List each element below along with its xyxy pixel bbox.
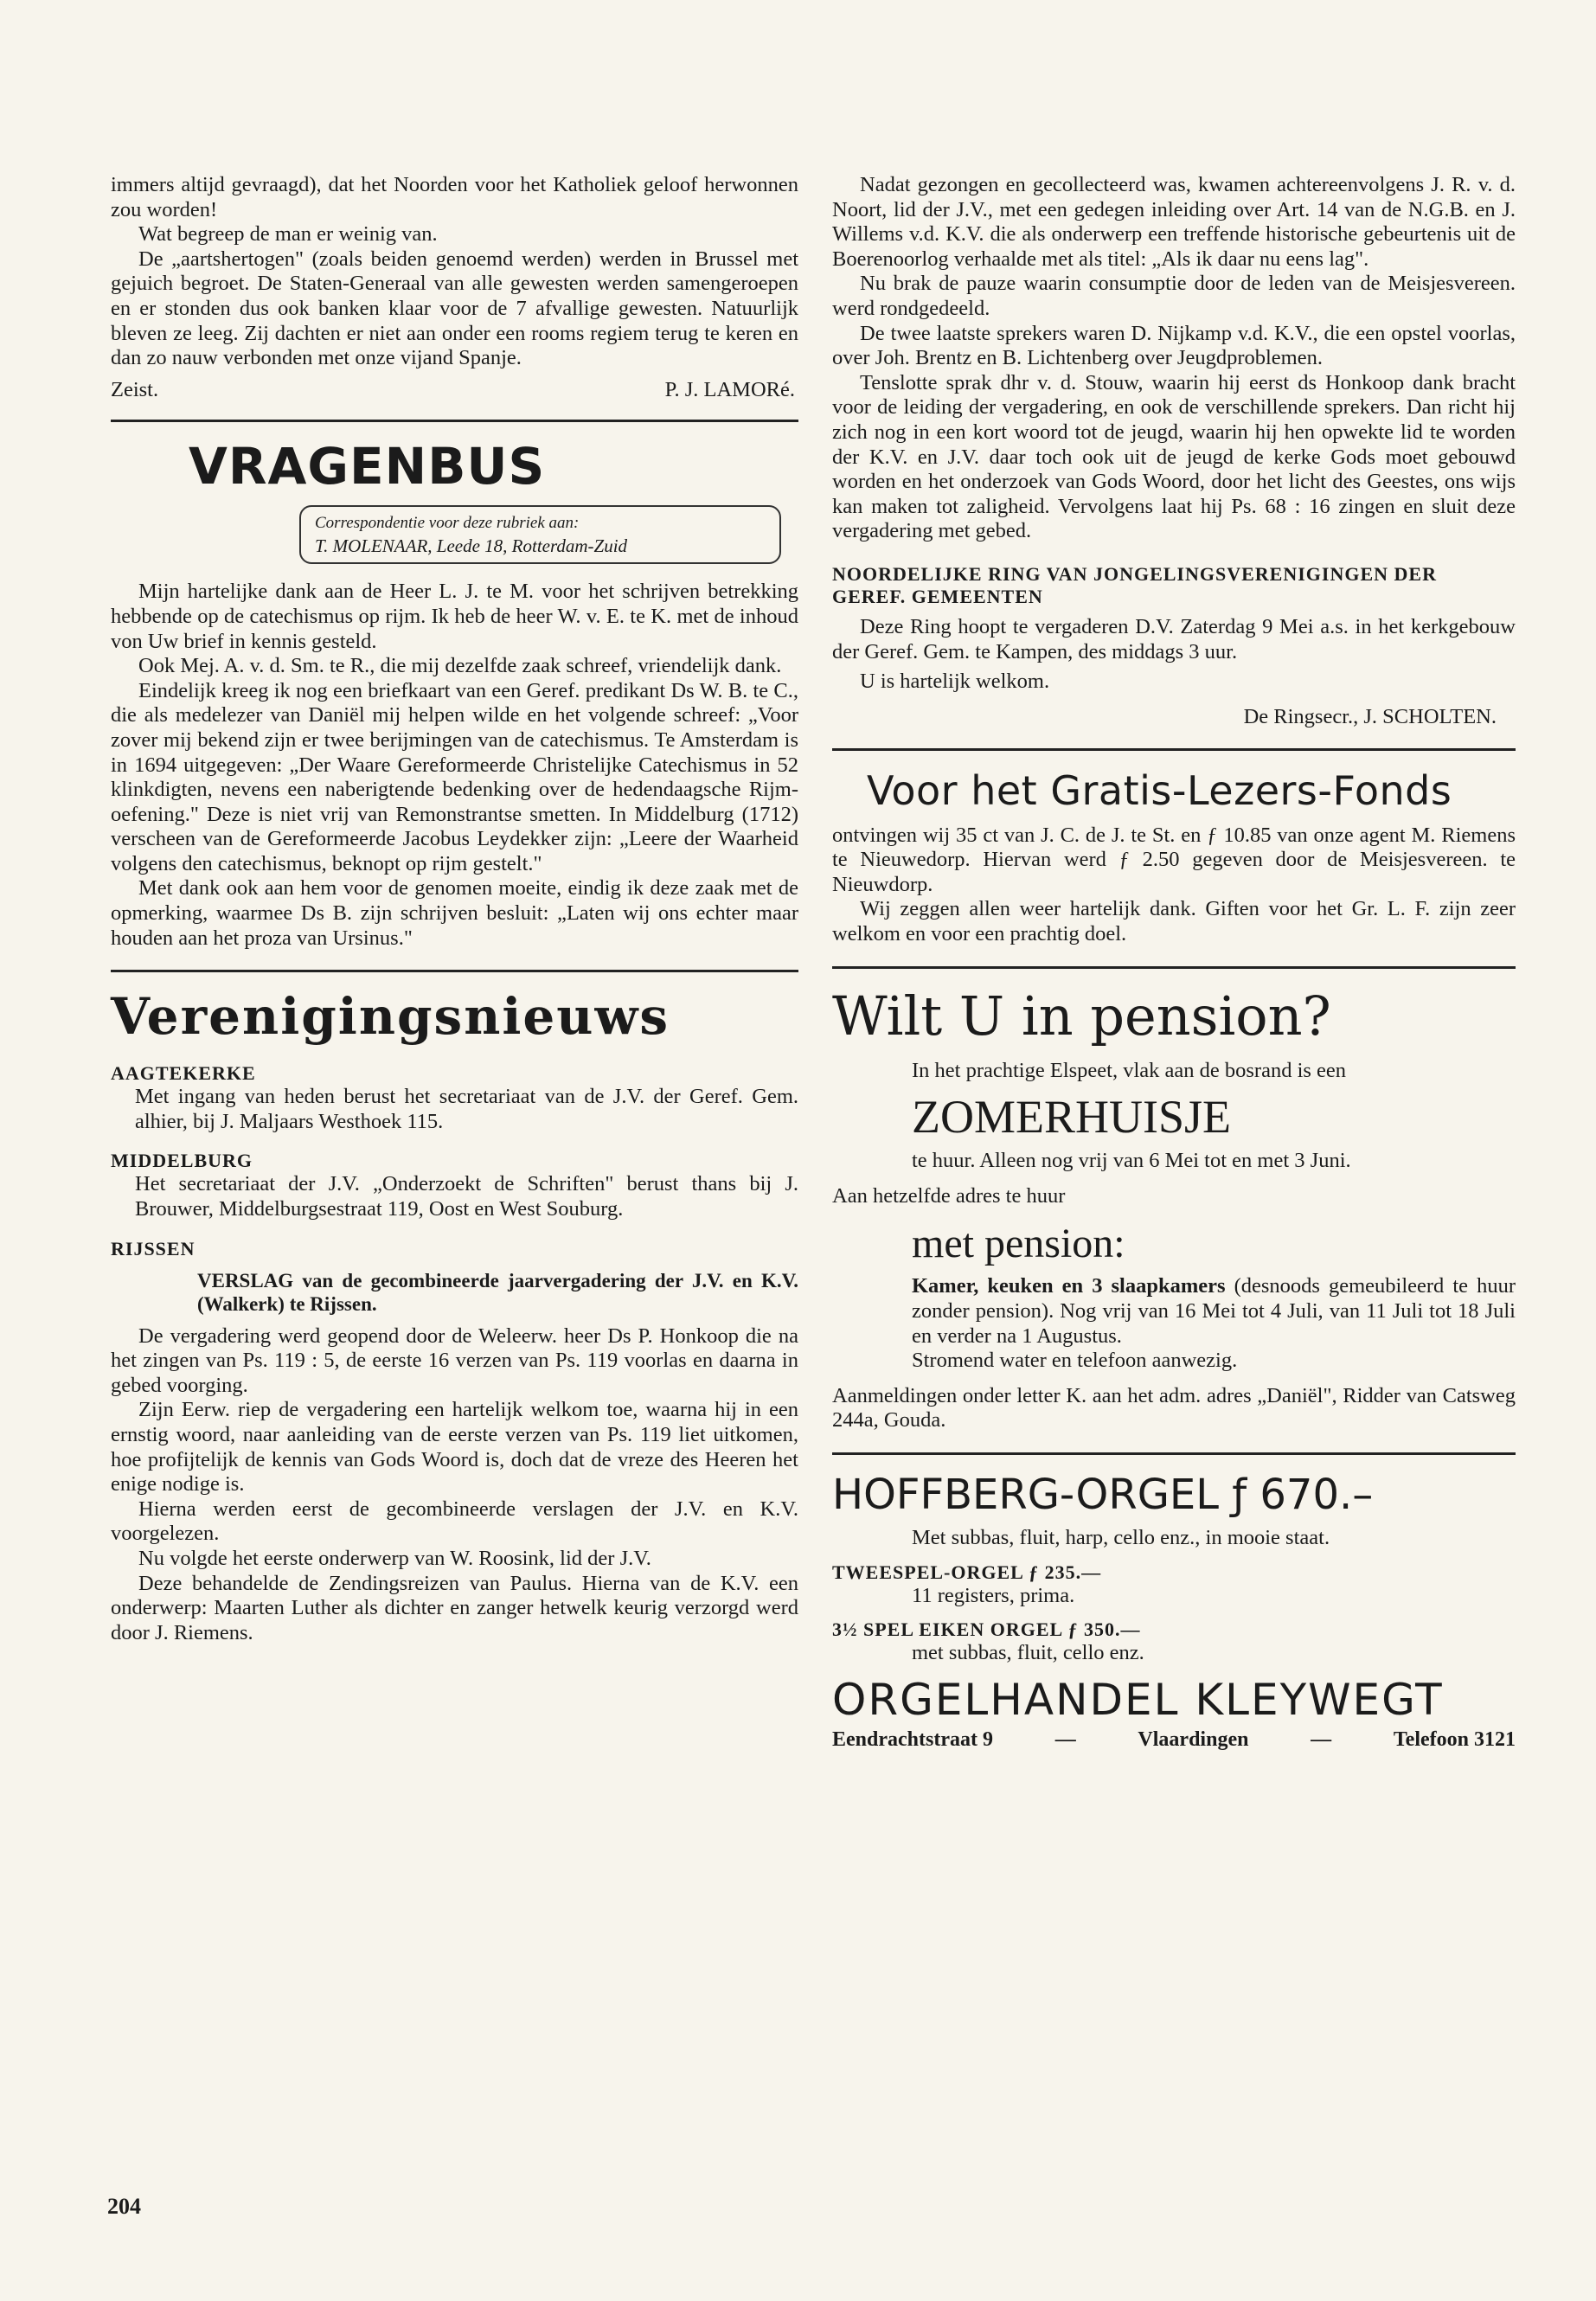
orgelhandel-name: ORGELHANDEL KLEYWEGT xyxy=(832,1674,1444,1725)
rijssen-paragraph-1: De vergadering werd geopend door de Weleerw. heer Ds P. Honkoop die na het zingen van Ps. 119 : 5, de eerste 16 verzen van Ps. 119 voorlas en daarna in gebed voorging. xyxy=(111,1324,798,1397)
report-paragraph-2: Nu brak de pauze waarin consumptie door de leden van de Meisjesvereen. werd rondgedeeld. xyxy=(832,272,1516,320)
ring-text: Deze Ring hoopt te vergaderen D.V. Zaterdag 9 Mei a.s. in het kerkgebouw der Geref. Gem. te Kampen, des middags 3 uur. xyxy=(832,614,1516,663)
section-head-rijssen: RIJSSEN xyxy=(111,1237,195,1259)
fonds-text-2: Wij zeggen allen weer hartelijk dank. Giften voor het Gr. L. F. zijn zeer welkom en voor een prachtig doel. xyxy=(832,897,1516,946)
orgel-sub: Met subbas, fluit, harp, cello enz., in mooie staat. xyxy=(912,1526,1330,1549)
intro-place: Zeist. xyxy=(111,377,159,401)
address-street: Eendrachtstraat 9 xyxy=(832,1727,993,1751)
water-text: Stromend water en telefoon aanwezig. xyxy=(912,1349,1238,1373)
correspondence-box xyxy=(299,505,781,564)
intro-author: P. J. LAMORé. xyxy=(664,377,795,401)
orgel-item-1-sub: 11 registers, prima. xyxy=(912,1583,1075,1607)
divider xyxy=(832,1452,1516,1455)
orgel-item-2-sub: met subbas, fluit, cello enz. xyxy=(912,1641,1144,1665)
section-head-middelburg: MIDDELBURG xyxy=(111,1150,253,1172)
rooms-rest: (desnoods gemeubileerd te huur zonder pension). Nog vrij van 16 Mei tot 4 Juli, van 11 Juli tot 18 Juli en verder na 1 Augustus. xyxy=(912,1274,1516,1348)
rooms-bold: Kamer, keuken en 3 slaapkamers xyxy=(912,1274,1226,1298)
orgel-item-2-head: 3½ SPEL EIKEN ORGEL ƒ 350.— xyxy=(832,1618,1141,1641)
orgel-title: HOFFBERG-ORGEL ƒ 670.– xyxy=(832,1471,1374,1519)
correspondence-line-2: T. MOLENAAR, Leede 18, Rotterdam-Zuid xyxy=(315,535,628,557)
middelburg-text: Het secretariaat der J.V. „Onderzoekt de Schriften" berust thans bij J. Brouwer, Middelburgsestraat 119, Oost en West Souburg. xyxy=(135,1172,798,1221)
verslag-title: VERSLAG van de gecombineerde jaarvergadering der J.V. en K.V. (Walkerk) te Rijssen. xyxy=(197,1269,798,1315)
intro-signature xyxy=(111,378,798,403)
rooms-text xyxy=(832,1274,1516,1349)
intro-paragraph-1: immers altijd gevraagd), dat het Noorden voor het Katholiek geloof herwonnen zou worden! xyxy=(111,173,798,221)
section-head-aagtekerke: AAGTEKERKE xyxy=(111,1062,256,1085)
pension-title: Wilt U in pension? xyxy=(832,984,1331,1048)
page-number: 204 xyxy=(107,2194,141,2219)
intro-paragraph-3: De „aartshertogen" (zoals beiden genoemd werden) werden in Brussel met gejuich begroet. De Staten-Generaal van alle gewesten werden samengeroepen en er stonden dus ook banken klaar voor de 7 afvallige gewesten. Natuurlijk bleven ze leeg. Zij dachten er niet aan onder een rooms regiem terug te keren en dan zo nauw verbonden met onze vijand Spanje. xyxy=(111,247,798,370)
pension-intro: In het prachtige Elspeet, vlak aan de bosrand is een xyxy=(912,1058,1347,1082)
ring-signature: De Ringsecr., J. SCHOLTEN. xyxy=(1243,704,1497,728)
ring-welcome: U is hartelijk welkom. xyxy=(860,670,1050,694)
vragenbus-paragraph-1: Mijn hartelijke dank aan de Heer L. J. te M. voor het schrijven betrekking hebbende op de catechismus op rijm. Ik heb de heer W. v. E. te K. met de inhoud von Uw brief in kennis gesteld. xyxy=(111,580,798,653)
address-dash: — xyxy=(1054,1727,1076,1751)
address-dash: — xyxy=(1311,1727,1332,1751)
rijssen-paragraph-5: Deze behandelde de Zendingsreizen van Paulus. Hierna van de K.V. een onderwerp: Maarten Luther als dichter en zanger hetwelk keurig verzorgd werd door J. Riemens. xyxy=(111,1571,798,1644)
aagtekerke-text: Met ingang van heden berust het secretariaat van de J.V. der Geref. Gem. alhier, bij J. Maljaars Westhoek 115. xyxy=(135,1085,798,1133)
vragenbus-paragraph-3: Eindelijk kreeg ik nog een briefkaart van een Geref. predikant Ds W. B. te C., die als medelezer van Daniël mij helpen wilde en het volgende schreef: „Voor zover mij bekend zijn er twee berijmingen van de catechismus. Te Amsterdam is in 1694 uitgegeven: „Der Waare Gereformeerde Christelijke Catechismus in 52 klinkdigten, nevens een naberigtende bedenking over de hedendaagsche Rijm-oefening." Deze is niet vrij van Remonstrantse smetten. In Middelburg (1712) verscheen van de Gereformeerde Jacobus Leydekker zijn: „Leere der Waarheid volgens den catechismus, beknopt op rijm gestelt." xyxy=(111,678,798,875)
zomerhuisje-text: te huur. Alleen nog vrij van 6 Mei tot en met 3 Juni. xyxy=(912,1149,1351,1173)
address-phone: Telefoon 3121 xyxy=(1393,1727,1516,1751)
left-column xyxy=(111,173,798,1645)
rijssen-paragraph-3: Hierna werden eerst de gecombineerde verslagen der J.V. en K.V. voorgelezen. xyxy=(111,1497,798,1546)
divider xyxy=(832,748,1516,751)
address-city: Vlaardingen xyxy=(1138,1727,1249,1751)
verenigingsnieuws-title: Verenigingsnieuws xyxy=(111,987,670,1047)
vragenbus-paragraph-4: Met dank ook aan hem voor de genomen moeite, eindig ik deze zaak met de opmerking, waarmee Ds B. zijn schrijven besluit: „Laten wij ons echter maar houden aan het proza van Ursinus." xyxy=(111,876,798,950)
zomerhuisje-heading: ZOMERHUISJE xyxy=(912,1091,1232,1144)
fonds-text-1: ontvingen wij 35 ct van J. C. de J. te St. en ƒ 10.85 van onze agent M. Riemens te Nieuwedorp. Hiervan werd ƒ 2.50 gegeven door de Meisjesvereen. te Nieuwdorp. xyxy=(832,823,1516,896)
divider xyxy=(111,420,798,422)
orgel-item-1-head: TWEESPEL-ORGEL ƒ 235.— xyxy=(832,1561,1102,1583)
met-pension-heading: met pension: xyxy=(912,1221,1125,1267)
divider xyxy=(111,970,798,972)
same-address-text: Aan hetzelfde adres te huur xyxy=(832,1183,1066,1208)
fonds-title: Voor het Gratis-Lezers-Fonds xyxy=(867,766,1452,814)
rijssen-paragraph-4: Nu volgde het eerste onderwerp van W. Roosink, lid der J.V. xyxy=(138,1546,651,1570)
right-column xyxy=(832,173,1516,1752)
rijssen-paragraph-2: Zijn Eerw. riep de vergadering een hartelijk welkom toe, waarna hij in een ernstig woord, naar aanleiding van de eerste verzen van Ps. 119 liet uitkomen, hoe profijtelijk de kennis van Gods Woord is, doch dat de vreze des Heeren het enige nodige is. xyxy=(111,1398,798,1497)
apply-text: Aanmeldingen onder letter K. aan het adm. adres „Daniël", Ridder van Catsweg 244a, Gouda. xyxy=(832,1383,1516,1433)
ring-heading: NOORDELIJKE RING VAN JONGELINGSVERENIGINGEN DER GEREF. GEMEENTEN xyxy=(832,562,1437,607)
orgelhandel-address xyxy=(832,1728,1516,1752)
divider xyxy=(832,966,1516,969)
vragenbus-title: VRAGENBUS xyxy=(189,437,546,497)
report-paragraph-3: De twee laatste sprekers waren D. Nijkamp v.d. K.V., die een opstel voorlas, over Joh. Brentz en B. Lichtenberg over Jeugdproblemen. xyxy=(832,321,1516,370)
vragenbus-paragraph-2: Ook Mej. A. v. d. Sm. te R., die mij dezelfde zaak schreef, vriendelijk dank. xyxy=(138,654,782,678)
report-paragraph-1: Nadat gezongen en gecollecteerd was, kwamen achtereenvolgens J. R. v. d. Noort, lid der J.V., met een gedegen inleiding over Art. 14 van de N.G.B. en J. Willems v.d. K.V. die als onderwerp een treffende historische gebeurtenis uit de Boerenoorlog verhaalde met als titel: „Als ik daar nu eens lag". xyxy=(832,173,1516,271)
intro-paragraph-2: Wat begreep de man er weinig van. xyxy=(138,222,438,247)
report-paragraph-4: Tenslotte sprak dhr v. d. Stouw, waarin hij eerst ds Honkoop dank bracht voor de leiding der vergadering, en ook de verschillende sprekers. Dan richt hij zich nog in een kort woord tot de jeugd, waarin hij hen opwekte lid te worden der K.V. en J.V. daar toch ook uit de jeugd de kerke Gods moet gebouwd worden en het onderzoek van Gods Woord, door het licht des Geestes, ons wijs kan maken tot zaligheid. Vervolgens laat hij Ps. 68 : 16 zingen en sluit deze vergadering met gebed. xyxy=(832,370,1516,543)
correspondence-line-1: Correspondentie voor deze rubriek aan: xyxy=(315,514,580,533)
